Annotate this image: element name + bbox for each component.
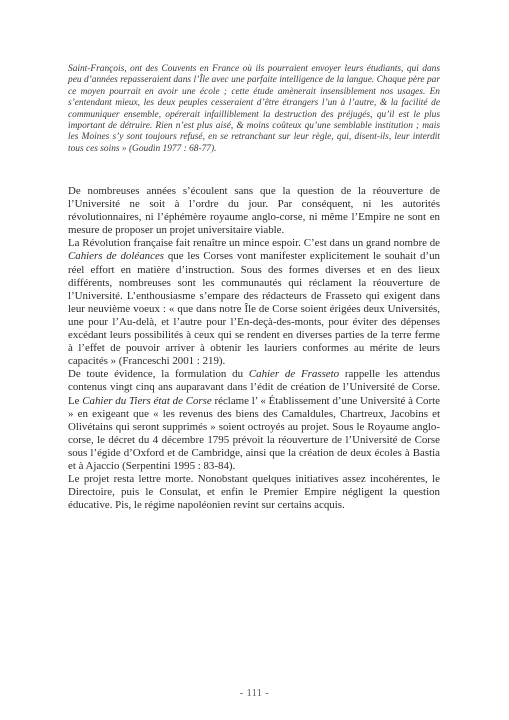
paragraph-3-part-2: rappelle les attendus contenus vingt cinq ans auparavant dans l’édit de création de l’Université de Corse. Le [68,368,440,407]
block-quote: Saint-François, ont des Couvents en France où ils pourraient envoyer leurs étudiants, qui dans peu d’années repasseraient dans l’Île avec une parfaite intelligence de la langue. Chaque père par ce moyen pourrait en avoir une école ; cette étude amènerait insensiblement nos usages. En s’entendant mieux, les deux peuples cesseraient d’être étrangers l’un à l’autre, & la facilité de communiquer ensemble, opérerait infailliblement la destruction des préjugés, qu’il est le plus important de détruire. Rien n’est plus aisé, & moins coûteux qu’une semblable institution ; mais les Moines s’y sont toujours refusé, en se retranchant sur leur règle, qui, disent-ils, leur interdit tous ces soins » (Goudin 1977 : 68-77). [68,64,440,154]
paragraph-3 [68,368,440,473]
paragraph-3-part-1: De toute évidence, la formulation du [68,368,249,381]
cahier-du-tiers-etat-italic: Cahier du Tiers état de Corse [82,394,212,407]
paragraph-2 [68,237,440,368]
cahier-de-frasseto-italic: Cahier de Frasseto [248,368,340,381]
paragraph-1: De nombreuses années s’écoulent sans que la question de la réouverture de l’Université ne soit à l’ordre du jour. Par conséquent, ni les autorités révolutionnaires, ni l’éphémère royaume anglo-corse, ni même l’Empire ne sont en mesure de proposer un projet universitaire viable. [68,185,440,237]
paragraph-4: Le projet resta lettre morte. Nonobstant quelques initiatives assez incohérentes, le Directoire, puis le Consulat, et enfin le Premier Empire négligent la question éducative. Pis, le régime napoléonien revint sur certains acquis. [68,473,440,512]
paragraph-3-part-3: réclame l’ « Établissement d’une Université à Corte » en exigeant que « les revenus des biens des Camaldules, Chartreux, Jacobins et Olivétains qui seront supprimés » soient octroyés au projet. Sous le Royaume anglo-corse, le décret du 4 décembre 1795 prévoit la réouverture de l’Université de Corse sous l’égide d’Oxford et de Cambridge, ainsi que la création de deux écoles à Bastia et à Ajaccio (Serpentini 1995 : 83-84). [68,394,440,472]
page-number: - 111 - [239,688,270,699]
paragraph-2-part-1: La Révolution française fait renaître un mince espoir. C’est dans un grand nombre de [68,237,440,250]
body-text [68,185,440,512]
paragraph-2-part-2: que les Corses vont manifester explicitement le souhait d’un réel effort en matière d’instruction. Sous des formes diverses et en des lieux différents, nombreuses sont les communautés qui réclament la réouverture de l’Université. L’enthousiasme s’empare des rédacteurs de Frasseto qui exigent dans leur neuvième voeux : « que dans notre Île de Corse soient érigées deux Universités, une pour l’Au-delà, et l’autre pour l’En-deçà-des-monts, pour éviter des dépenses excédant leurs possibilités à ceux qui se rendent en diverses parties de la terre ferme à l’effet de pouvoir arriver à obtenir les lauriers conformes au mérite de leurs capacités » (Franceschi 2001 : 219). [68,250,440,368]
cahiers-de-doleances-italic: Cahiers de doléances [68,250,165,263]
